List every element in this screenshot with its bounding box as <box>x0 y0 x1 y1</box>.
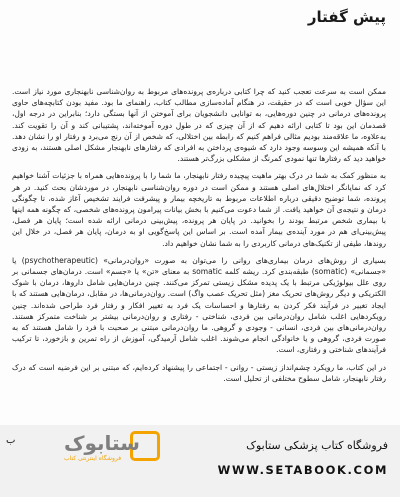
setabook-logo <box>22 431 160 473</box>
paragraph: ممکن است به سرعت تعجب کنید که چرا کتابی درباره‌ی پرونده‌های مربوط به روان‌شناسی نابهنجاری مورد نیاز است. این سؤال خوبی است که در حقیقت، در هنگام آماده‌سازی مطالب کتاب، راهنمای ما بود. مفید بودن کتابچه‌های حاوی پرونده‌های درمانی در چنین دوره‌هایی، به توانایی دانشجویان برای آموختن از آنها بستگی دارد؛ بنابراین در درجه اول، قصدمان این بود تا کتابی ارائه دهیم که از آن چیزی که در طول دوره آموخته‌اند، پشتیبانی کند و آن را تقویت کند. به‌علاوه، ما علاقه‌مند بودیم مثالی فراهم کنیم که رابطه بین اختلالی، که شخص از آن رنج می‌برد و رفتار او را نشان دهد. با آنکه همیشه این وسوسه وجود دارد که شیوه‌ی پرداختن به افرادی که رفتارهای نابهنجار مشکل اصلی هستند، به زودی خواهید دید که رفتارها تنها نمودی کمرنگ از مشکلی بزرگ‌تر هستند. <box>12 87 386 164</box>
logo-subtext: فروشگاه اینترنتی کتاب <box>64 455 122 462</box>
paragraph: بسیاری از روش‌های درمان بیماری‌های روانی را می‌توان به صورت «روان‌درمانی» (psychotherapeutic) یا «جسمانی» (somatic) طبقه‌بندی کرد. ریشه کلمه somatic به معنای «تن» یا «جسم» است. درمان‌های جسمانی بر روی علل بیولوژیکی مرتبط با یک پدیده مشکل زیستی تمرکز می‌کنند. چنین درمان‌هایی شامل داروها، درمان با شوک الکتریکی و دیگر روش‌های تحریک مغز (مثل تحریک عصب واگ) است. روان‌درمانی‌ها، در مقابل، درمان‌هایی هستند که با ایجاد تغییر در فرآیند فکر کردن به رفتارها و احساسات یک فرد به تغییر افکار و رفتار فرد طراحی شده‌اند. چنین رویکردهایی اغلب شامل روان‌درمانی بین فردی، شناختی - رفتاری و روان‌درمانی بیشتر بر شناخت متمرکز هستند. روان‌درمانی‌های بین فردی، انسانی - وجودی و گروهی. ما روان‌درمانی مبتنی بر صحبت با فرد را شامل هستند که به صورت فردی، گروهی و یا خانوادگی انجام می‌شوند. اغلب شامل آرمیدگی، آموزش از راه تمرین و بازخورد، تا ترکیب فرآیندهای شناختی و رفتاری، است. <box>12 255 387 355</box>
page-heading: پیش گفتار <box>307 8 386 26</box>
shop-name: فروشگاه کتاب پزشکی ستابوک <box>246 439 388 452</box>
watermark-footer <box>0 425 400 497</box>
paragraph: در این کتاب، ما رویکرد چشم‌انداز زیستی - روانی - اجتماعی را پیشنهاد کرده‌ایم، که مبتنی بر این فرضیه است که درک رفتار نابهنجار، شامل سطوح مختلفی از تحلیل است. <box>12 362 386 383</box>
logo-text: ستابوک <box>64 431 140 455</box>
paragraph: به منظور کمک به شما در درک بهتر ماهیت پیچیده رفتار نابهنجار، ما شما را با پرونده‌هایی همراه با جزئیات آشنا خواهیم کرد که نمایانگر اختلال‌های اصلی هستند و ممکن است در دوره روان‌شناسی نابهنجار، در موردشان بحث کنید. در هر پرونده، شما توضیح دقیقی درباره اطلاعات مربوط به تاریخچه بیمار و پیشرفت فرایند تشخیص آغاز شده، تا چگونگی درمان و نتیجه‌ی آن خواهید یافت. از شما دعوت می‌کنیم با بخش بیانات پیرامون پرونده‌های شخصی، که چگونه همه اینها با بیماری شخص مرتبط بودند را بخوانید. در پایان هر پرونده، پیش‌بینی درمانی ارائه شده است؛ پایان هر فصل، پیش‌بینی‌ای هم در مورد آینده‌ی بیمار آمده است. بر اساس این پاسخ‌گویی او به درمان، پایان هر فصل، در خلال این روندها، طیفی از تکنیک‌های درمانی کاربردی را به شما نشان خواهیم داد. <box>12 171 386 248</box>
shop-url[interactable]: WWW.SETABOOK.COM <box>217 463 388 477</box>
page-number: ب <box>6 435 16 446</box>
body-text <box>12 86 386 390</box>
